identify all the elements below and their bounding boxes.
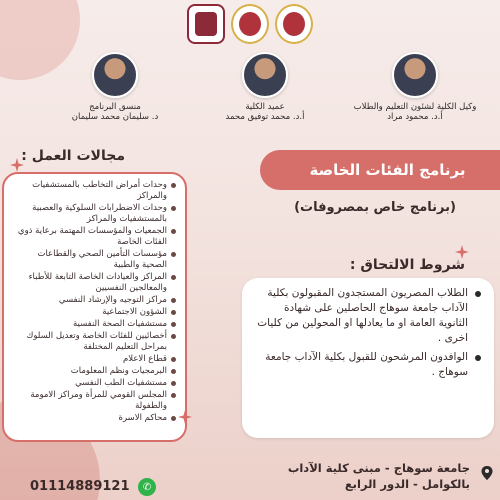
person-name: أ.د. محمود مراد <box>387 112 443 122</box>
person-vice-dean <box>340 52 490 122</box>
list-item: مراكز التوجيه والإرشاد النفسي <box>12 295 177 306</box>
sparkle-icon <box>178 410 192 424</box>
list-item: وحدات أمراض التخاطب بالمستشفيات والمراكز <box>12 180 177 202</box>
fields-card <box>2 172 187 442</box>
fields-heading: مجالات العمل : <box>21 148 125 164</box>
program-title: برنامج الفئات الخاصة <box>309 161 466 179</box>
program-subtitle: (برنامج خاص بمصروفات) <box>294 200 456 215</box>
avatar <box>92 52 138 98</box>
list-item: وحدات الاضطرابات السلوكية والعصبية بالمستشفيات والمراكز <box>12 203 177 225</box>
list-item: أخصائيين للفئات الخاصة وتعديل السلوك بمراحل التعليم المختلفة <box>12 331 177 353</box>
sparkle-icon <box>455 245 469 259</box>
list-item: مستشفيات الطب النفسي <box>12 378 177 389</box>
person-name: د. سليمان محمد سليمان <box>71 112 159 122</box>
conditions-heading: شروط الالتحاق : <box>349 257 465 273</box>
list-item: مؤسسات التأمين الصحي والقطاعات الصحية والطبية <box>12 249 177 271</box>
logos-row <box>170 4 330 48</box>
list-item: الجمعيات والمؤسسات المهتمة برعاية ذوي الفئات الخاصة <box>12 226 177 248</box>
person-coordinator <box>40 52 190 122</box>
location-line: جامعة سوهاج - مبنى كلية الآداب <box>287 461 470 475</box>
sparkle-icon <box>10 158 24 172</box>
avatar <box>392 52 438 98</box>
person-title: منسق البرنامج <box>89 102 141 112</box>
list-item: المراكز والعيادات الخاصة التابعة للأطباء والمعالجين النفسيين <box>12 272 177 294</box>
conditions-list <box>254 286 482 380</box>
phone-number[interactable]: 01114889121 <box>30 479 130 494</box>
avatar <box>242 52 288 98</box>
location-line: بالكوامل - الدور الرابع <box>344 477 470 491</box>
program-logo <box>187 4 225 44</box>
fields-list <box>12 180 177 424</box>
whatsapp-icon[interactable]: ✆ <box>138 478 156 496</box>
list-item: محاكم الاسرة <box>12 413 177 424</box>
faculty-logo <box>231 4 269 44</box>
university-logo <box>275 4 313 44</box>
list-item: مستشفيات الصحة النفسية <box>12 319 177 330</box>
list-item: قطاع الاعلام <box>12 354 177 365</box>
conditions-card <box>242 278 494 438</box>
list-item: الشؤون الاجتماعية <box>12 307 177 318</box>
list-item: المجلس القومي للمرأة ومراكز الامومة والطفولة <box>12 390 177 412</box>
location-text <box>225 460 470 492</box>
list-item: البرمجيات ونظم المعلومات <box>12 366 177 377</box>
person-dean <box>190 52 340 122</box>
list-item: الطلاب المصريون المستجدون المقبولون بكلية الآداب جامعة سوهاج الحاصلين على شهادة الثانوية العامة او ما يعادلها او المحولين من كليات اخرى . <box>254 286 482 346</box>
person-title: وكيل الكلية لشئون التعليم والطلاب <box>353 102 477 112</box>
person-title: عميد الكلية <box>245 102 285 112</box>
program-title-band <box>260 150 500 190</box>
location-pin-icon <box>480 466 494 480</box>
list-item: الوافدون المرشحون للقبول بكلية الآداب جامعة سوهاج . <box>254 350 482 380</box>
person-name: أ.د. محمد توفيق محمد <box>225 112 305 122</box>
